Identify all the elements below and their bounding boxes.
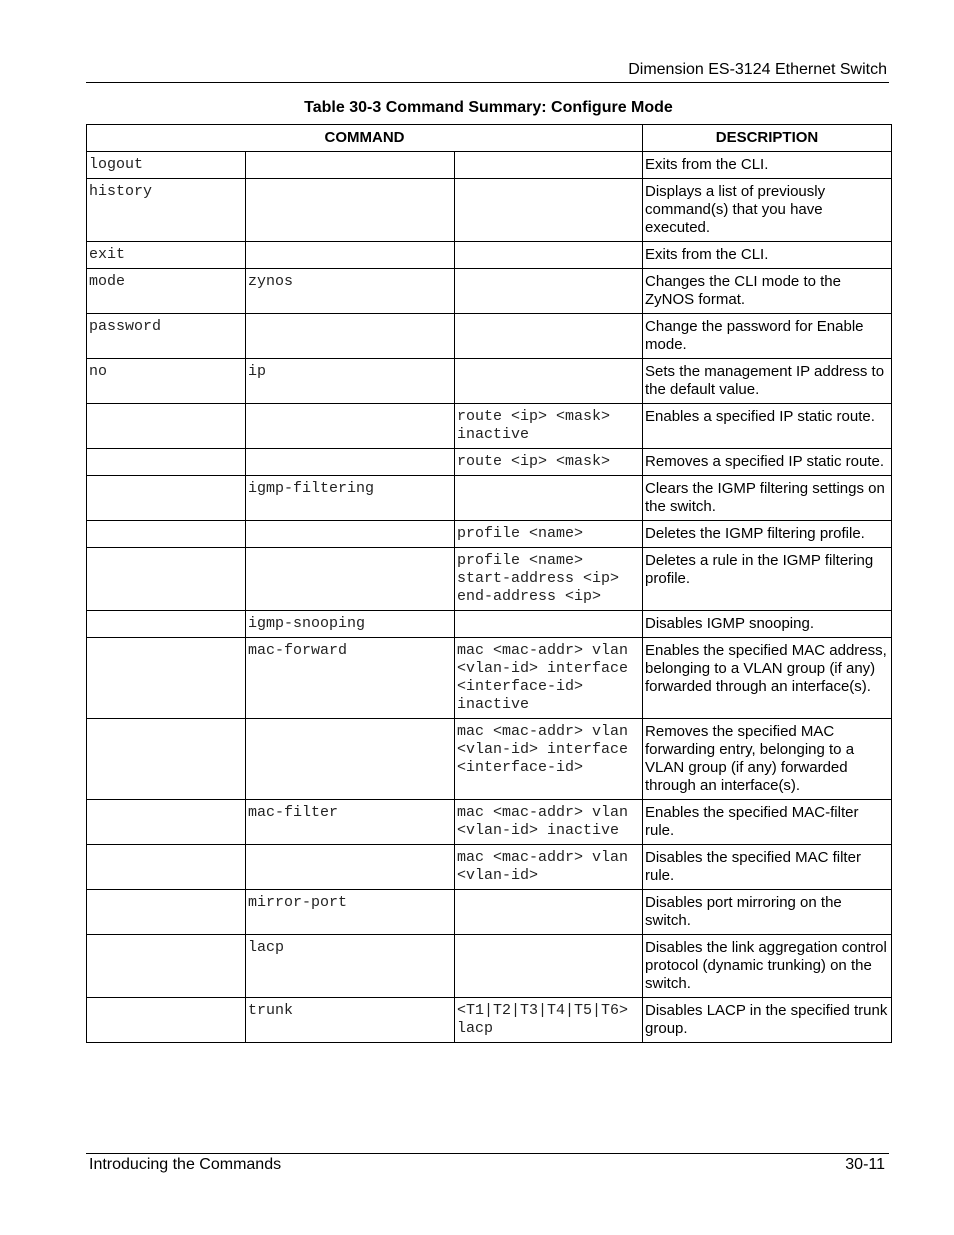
table-row [87,890,892,935]
page-footer [86,1153,889,1173]
command-level-1 [87,845,246,890]
command-description: Removes a specified IP static route. [643,449,892,476]
header-description: DESCRIPTION [643,125,892,152]
command-level-1 [87,998,246,1043]
command-level-1 [87,638,246,719]
table-row [87,359,892,404]
command-level-1 [87,611,246,638]
table-row [87,521,892,548]
table-header-row [87,125,892,152]
command-level-2 [246,152,455,179]
table-row [87,998,892,1043]
command-description: Disables IGMP snooping. [643,611,892,638]
command-level-1: history [87,179,246,242]
command-level-3: profile <name> start-address <ip> end-address <ip> [455,548,643,611]
command-description: Exits from the CLI. [643,242,892,269]
command-description: Disables the link aggregation control protocol (dynamic trunking) on the switch. [643,935,892,998]
document-title: Dimension ES-3124 Ethernet Switch [628,61,887,78]
table-row [87,800,892,845]
command-level-2 [246,242,455,269]
command-level-3: mac <mac-addr> vlan <vlan-id> interface <interface-id> inactive [455,638,643,719]
command-description: Exits from the CLI. [643,152,892,179]
command-level-3 [455,890,643,935]
table-row [87,179,892,242]
command-level-3 [455,269,643,314]
command-level-1 [87,476,246,521]
command-level-3 [455,179,643,242]
table-row [87,845,892,890]
header-command: COMMAND [87,125,643,152]
command-level-3: mac <mac-addr> vlan <vlan-id> interface <interface-id> [455,719,643,800]
command-level-2: lacp [246,935,455,998]
command-level-3 [455,935,643,998]
command-level-3: route <ip> <mask> [455,449,643,476]
command-level-3: mac <mac-addr> vlan <vlan-id> inactive [455,800,643,845]
table-row [87,476,892,521]
command-level-1: password [87,314,246,359]
command-level-1 [87,935,246,998]
command-level-3: <T1|T2|T3|T4|T5|T6> lacp [455,998,643,1043]
command-level-1: mode [87,269,246,314]
command-description: Disables the specified MAC filter rule. [643,845,892,890]
command-level-2 [246,548,455,611]
command-description: Enables the specified MAC address, belonging to a VLAN group (if any) forwarded through an interface(s). [643,638,892,719]
command-level-1 [87,548,246,611]
table-row [87,935,892,998]
command-description: Deletes the IGMP filtering profile. [643,521,892,548]
command-level-2 [246,179,455,242]
command-level-1: exit [87,242,246,269]
command-level-2: trunk [246,998,455,1043]
command-level-3: mac <mac-addr> vlan <vlan-id> [455,845,643,890]
command-level-3 [455,152,643,179]
command-level-2 [246,404,455,449]
command-description: Clears the IGMP filtering settings on the switch. [643,476,892,521]
table-row [87,404,892,449]
command-description: Enables the specified MAC-filter rule. [643,800,892,845]
command-level-1: no [87,359,246,404]
command-description: Changes the CLI mode to the ZyNOS format. [643,269,892,314]
command-level-2 [246,314,455,359]
command-level-1: logout [87,152,246,179]
command-level-1 [87,719,246,800]
table-row [87,269,892,314]
command-summary-table [86,124,892,1043]
command-level-2: ip [246,359,455,404]
command-level-3 [455,242,643,269]
command-level-2 [246,845,455,890]
command-description: Sets the management IP address to the default value. [643,359,892,404]
command-description: Enables a specified IP static route. [643,404,892,449]
table-caption: Table 30-3 Command Summary: Configure Mode [304,99,673,116]
command-level-1 [87,449,246,476]
table-row [87,719,892,800]
command-level-1 [87,404,246,449]
command-level-1 [87,800,246,845]
command-level-3: profile <name> [455,521,643,548]
table-row [87,449,892,476]
command-level-3 [455,359,643,404]
command-level-3 [455,476,643,521]
command-level-2 [246,521,455,548]
command-level-2: igmp-snooping [246,611,455,638]
table-row [87,314,892,359]
command-level-1 [87,521,246,548]
command-description: Displays a list of previously command(s) that you have executed. [643,179,892,242]
footer-page-number: 30-11 [845,1156,885,1173]
command-level-2 [246,449,455,476]
command-description: Disables port mirroring on the switch. [643,890,892,935]
page-header [86,60,889,83]
command-level-2: igmp-filtering [246,476,455,521]
command-level-2: zynos [246,269,455,314]
table-row [87,611,892,638]
table-body [87,152,892,1043]
command-description: Deletes a rule in the IGMP filtering profile. [643,548,892,611]
table-row [87,638,892,719]
command-level-3 [455,314,643,359]
table-row [87,242,892,269]
command-level-3: route <ip> <mask> inactive [455,404,643,449]
command-level-2: mac-filter [246,800,455,845]
command-level-2: mac-forward [246,638,455,719]
command-level-1 [87,890,246,935]
table-row [87,152,892,179]
table-row [87,548,892,611]
footer-section-title: Introducing the Commands [89,1156,282,1173]
command-description: Removes the specified MAC forwarding entry, belonging to a VLAN group (if any) forwarded through an interface(s). [643,719,892,800]
command-level-2 [246,719,455,800]
command-level-3 [455,611,643,638]
command-description: Disables LACP in the specified trunk group. [643,998,892,1043]
command-level-2: mirror-port [246,890,455,935]
command-description: Change the password for Enable mode. [643,314,892,359]
